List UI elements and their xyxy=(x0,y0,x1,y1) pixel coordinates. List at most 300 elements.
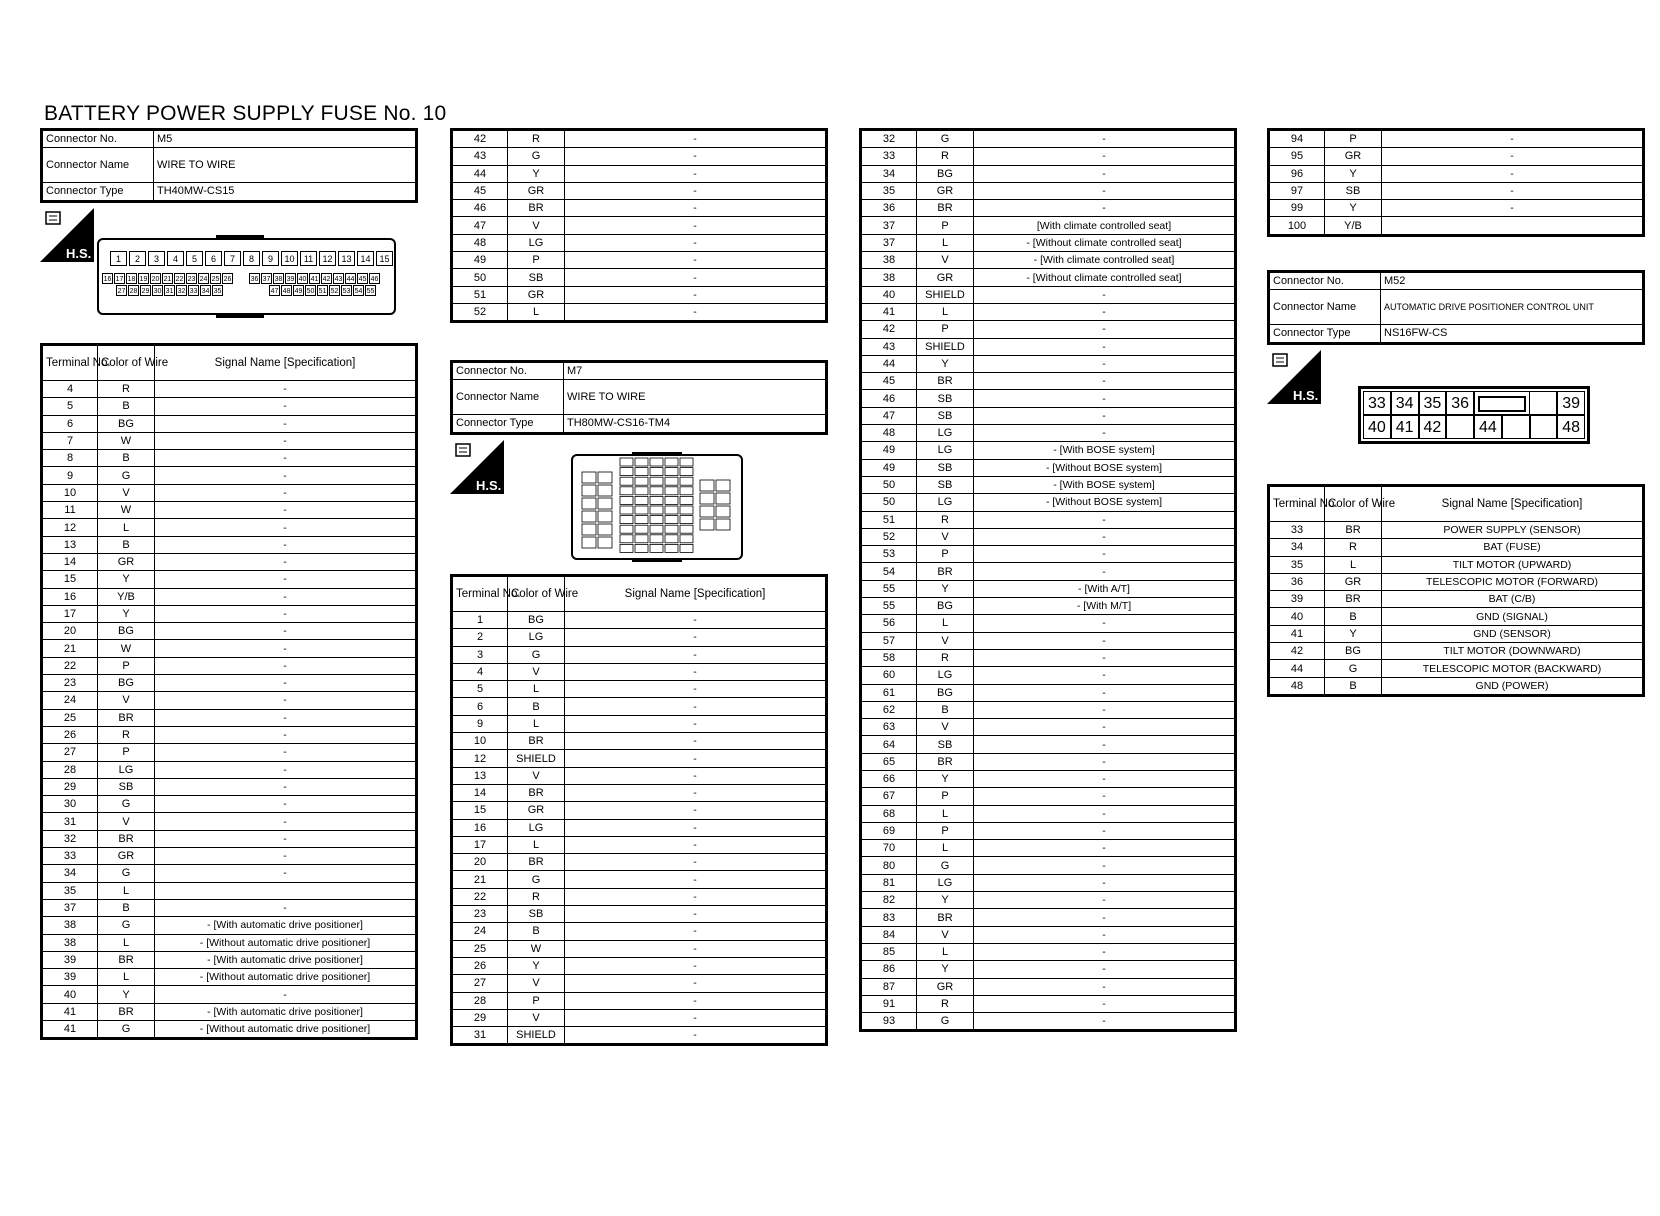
wire-color-cell: BR xyxy=(508,784,565,801)
connector-cavity xyxy=(680,458,693,466)
table-row xyxy=(452,165,827,182)
table-row xyxy=(42,796,417,813)
terminal-no-cell: 42 xyxy=(1269,643,1325,660)
signal-name-cell: - xyxy=(155,813,417,830)
signal-name-cell: - xyxy=(974,995,1236,1012)
wire-color-cell: GR xyxy=(1325,148,1382,165)
signal-name-cell: - xyxy=(974,788,1236,805)
signal-name-cell: - xyxy=(974,425,1236,442)
table-row xyxy=(861,598,1236,615)
connector-pin: 51 xyxy=(317,285,328,296)
signal-name-cell: - xyxy=(974,753,1236,770)
terminal-no-cell: 81 xyxy=(861,874,917,891)
connector-pin: 16 xyxy=(102,273,113,284)
terminal-no-cell: 44 xyxy=(1269,660,1325,677)
wire-color-cell: BG xyxy=(98,415,155,432)
terminal-no-cell: 12 xyxy=(42,519,98,536)
signal-name-cell: - xyxy=(155,640,417,657)
connector-cavity xyxy=(635,516,648,524)
table-row xyxy=(861,840,1236,857)
header-terminal-no: Terminal No. xyxy=(42,345,98,381)
wire-color-cell: G xyxy=(98,917,155,934)
table-row xyxy=(452,1027,827,1045)
signal-name-cell: - xyxy=(565,646,827,663)
terminal-no-cell: 23 xyxy=(452,906,508,923)
table-row xyxy=(42,917,417,934)
table-row xyxy=(42,761,417,778)
wire-color-cell: BG xyxy=(917,598,974,615)
terminal-no-cell: 14 xyxy=(42,553,98,570)
table-row xyxy=(861,494,1236,511)
terminal-no-cell: 97 xyxy=(1269,182,1325,199)
wire-color-cell: W xyxy=(508,940,565,957)
connector-cavity xyxy=(700,506,714,517)
terminal-no-cell: 93 xyxy=(861,1013,917,1031)
wire-color-cell: P xyxy=(917,321,974,338)
terminal-no-cell: 25 xyxy=(42,709,98,726)
table-row xyxy=(861,701,1236,718)
table-row xyxy=(1269,625,1644,642)
signal-name-cell: - xyxy=(155,467,417,484)
table-row xyxy=(861,546,1236,563)
wire-color-cell: P xyxy=(508,992,565,1009)
table-row xyxy=(452,750,827,767)
table-row xyxy=(42,398,417,415)
connector-cavity xyxy=(680,477,693,485)
connector-cavity xyxy=(582,485,596,496)
wire-color-cell: Y/B xyxy=(98,588,155,605)
hs-label: H.S. xyxy=(66,246,92,261)
table-row xyxy=(42,692,417,709)
terminal-no-cell: 65 xyxy=(861,753,917,770)
connector-pin: 2 xyxy=(129,251,146,266)
wire-color-cell: Y xyxy=(98,605,155,622)
terminal-no-cell: 96 xyxy=(1269,165,1325,182)
signal-name-cell: - xyxy=(155,692,417,709)
signal-name-cell: - xyxy=(565,888,827,905)
table-row xyxy=(42,969,417,986)
connector-pin: 12 xyxy=(319,251,336,266)
connector-cavity xyxy=(700,480,714,491)
connector-pin: 43 xyxy=(333,273,344,284)
terminal-no-cell: 52 xyxy=(452,303,508,321)
table-row xyxy=(861,303,1236,320)
header-color-of-wire: Color of Wire xyxy=(1325,486,1382,522)
signal-name-cell: - xyxy=(974,182,1236,199)
wire-color-cell: Y/B xyxy=(1325,217,1382,235)
table-row xyxy=(861,130,1236,148)
table-row xyxy=(42,934,417,951)
terminal-no-cell: 49 xyxy=(861,442,917,459)
connector-cavity xyxy=(620,525,633,533)
signal-name-cell: [With climate controlled seat] xyxy=(974,217,1236,234)
table-row xyxy=(42,571,417,588)
terminal-no-cell: 37 xyxy=(861,234,917,251)
wire-color-cell: V xyxy=(508,767,565,784)
table-row xyxy=(42,588,417,605)
m7-connector-type: TH80MW-CS16-TM4 xyxy=(564,415,827,433)
connector-pin xyxy=(1530,415,1558,439)
terminal-no-cell: 9 xyxy=(42,467,98,484)
wire-color-cell: R xyxy=(508,130,565,148)
table-row xyxy=(861,528,1236,545)
m5-connector-type: TH40MW-CS15 xyxy=(154,183,417,201)
connector-cavity xyxy=(665,535,678,543)
signal-name-cell: - xyxy=(155,778,417,795)
connector-pin: 36 xyxy=(1446,391,1474,415)
signal-name-cell: - xyxy=(565,234,827,251)
signal-name-cell: - xyxy=(155,588,417,605)
terminal-no-cell: 57 xyxy=(861,632,917,649)
terminal-no-cell: 69 xyxy=(861,822,917,839)
connector-pin: 13 xyxy=(338,251,355,266)
terminal-no-cell: 6 xyxy=(42,415,98,432)
terminal-no-cell: 52 xyxy=(861,528,917,545)
connector-cavity xyxy=(665,496,678,504)
connector-pin: 11 xyxy=(300,251,317,266)
terminal-no-cell: 51 xyxy=(452,286,508,303)
table-row xyxy=(1269,608,1644,625)
connector-cavity xyxy=(650,525,663,533)
table-row xyxy=(452,217,827,234)
signal-name-cell xyxy=(1382,217,1644,235)
wire-color-cell: BR xyxy=(917,753,974,770)
terminal-no-cell: 43 xyxy=(452,148,508,165)
table-row xyxy=(861,373,1236,390)
terminal-no-cell: 50 xyxy=(452,269,508,286)
terminal-no-cell: 41 xyxy=(42,1020,98,1038)
table-row xyxy=(42,882,417,899)
terminal-no-cell: 83 xyxy=(861,909,917,926)
connector-cavity xyxy=(620,487,633,495)
wire-color-cell: R xyxy=(917,148,974,165)
m52-connector-info xyxy=(1267,270,1645,345)
connector-cavity xyxy=(635,544,648,552)
wire-color-cell: BG xyxy=(98,675,155,692)
wire-color-cell: L xyxy=(917,615,974,632)
label-connector-no: Connector No. xyxy=(1269,272,1381,290)
terminal-no-cell: 34 xyxy=(42,865,98,882)
m7-connector-diagram xyxy=(570,452,744,562)
connector-cavity xyxy=(665,516,678,524)
connector-cavity xyxy=(635,458,648,466)
signal-name-cell: - xyxy=(974,338,1236,355)
table-row xyxy=(42,865,417,882)
wire-color-cell: R xyxy=(508,888,565,905)
wire-color-cell: L xyxy=(98,519,155,536)
label-connector-no: Connector No. xyxy=(452,362,564,380)
connector-pin: 38 xyxy=(273,273,284,284)
terminal-no-cell: 49 xyxy=(452,252,508,269)
wire-color-cell: BR xyxy=(508,733,565,750)
signal-name-cell: - xyxy=(155,830,417,847)
m52-connector-name: AUTOMATIC DRIVE POSITIONER CONTROL UNIT xyxy=(1381,290,1644,325)
table-row xyxy=(42,623,417,640)
terminal-no-cell: 34 xyxy=(861,165,917,182)
terminal-no-cell: 51 xyxy=(861,511,917,528)
signal-name-cell: - xyxy=(155,761,417,778)
wire-color-cell: B xyxy=(98,899,155,916)
wire-color-cell: G xyxy=(1325,660,1382,677)
terminal-no-cell: 22 xyxy=(452,888,508,905)
signal-name-cell: - xyxy=(155,381,417,398)
wire-color-cell: B xyxy=(508,698,565,715)
wire-color-cell: Y xyxy=(917,770,974,787)
connector-cavity xyxy=(582,537,596,548)
table-row xyxy=(452,802,827,819)
signal-name-cell: TELESCOPIC MOTOR (FORWARD) xyxy=(1382,573,1644,590)
terminal-no-cell: 86 xyxy=(861,961,917,978)
terminal-no-cell: 50 xyxy=(861,494,917,511)
connector-pin: 1 xyxy=(110,251,127,266)
connector-pin: 6 xyxy=(205,251,222,266)
signal-name-cell: - xyxy=(155,623,417,640)
signal-name-cell: - xyxy=(155,502,417,519)
connector-pin: 39 xyxy=(285,273,296,284)
table-row xyxy=(1269,165,1644,182)
connector-cavity xyxy=(620,506,633,514)
signal-name-cell: - xyxy=(1382,130,1644,148)
signal-name-cell: - xyxy=(155,432,417,449)
signal-name-cell: - [With automatic drive positioner] xyxy=(155,951,417,968)
wire-color-cell: G xyxy=(917,1013,974,1031)
connector-pin: 3 xyxy=(148,251,165,266)
connector-pin: 24 xyxy=(198,273,209,284)
terminal-no-cell: 62 xyxy=(861,701,917,718)
table-row xyxy=(42,709,417,726)
signal-name-cell: - xyxy=(155,848,417,865)
table-row xyxy=(861,200,1236,217)
wire-color-cell: BG xyxy=(917,684,974,701)
wire-color-cell: V xyxy=(98,813,155,830)
table-row xyxy=(452,234,827,251)
table-row xyxy=(452,784,827,801)
terminal-no-cell: 56 xyxy=(861,615,917,632)
signal-name-cell: - xyxy=(155,726,417,743)
table-row xyxy=(452,646,827,663)
terminal-no-cell: 68 xyxy=(861,805,917,822)
wire-color-cell: W xyxy=(98,432,155,449)
wire-color-cell: G xyxy=(98,865,155,882)
wire-color-cell: B xyxy=(98,536,155,553)
table-row xyxy=(42,536,417,553)
wire-color-cell: Y xyxy=(1325,165,1382,182)
signal-name-cell: - xyxy=(974,840,1236,857)
signal-name-cell: - xyxy=(565,854,827,871)
terminal-no-cell: 21 xyxy=(42,640,98,657)
connector-pin: 54 xyxy=(353,285,364,296)
connector-cavity xyxy=(635,525,648,533)
terminal-no-cell: 11 xyxy=(42,502,98,519)
connector-pin: 22 xyxy=(174,273,185,284)
wire-color-cell: L xyxy=(917,303,974,320)
wire-color-cell: V xyxy=(917,252,974,269)
connector-pin: 35 xyxy=(212,285,223,296)
signal-name-cell: - xyxy=(565,992,827,1009)
signal-name-cell: - xyxy=(1382,182,1644,199)
connector-pin: 49 xyxy=(293,285,304,296)
signal-name-cell: - xyxy=(565,165,827,182)
terminal-no-cell: 32 xyxy=(42,830,98,847)
table-row xyxy=(1269,573,1644,590)
header-signal-name: Signal Name [Specification] xyxy=(1382,486,1644,522)
header-signal-name: Signal Name [Specification] xyxy=(155,345,417,381)
table-row xyxy=(1269,660,1644,677)
connector-pin: 20 xyxy=(150,273,161,284)
connector-cavity xyxy=(650,468,663,476)
connector-cavity xyxy=(620,535,633,543)
signal-name-cell: - xyxy=(565,1027,827,1045)
harness-side-icon xyxy=(450,440,504,494)
signal-name-cell: - xyxy=(974,615,1236,632)
signal-name-cell: - [With automatic drive positioner] xyxy=(155,1003,417,1020)
table-row xyxy=(452,286,827,303)
terminal-no-cell: 34 xyxy=(1269,539,1325,556)
label-connector-type: Connector Type xyxy=(1269,325,1381,343)
connector-pin: 37 xyxy=(261,273,272,284)
terminal-no-cell: 40 xyxy=(42,986,98,1003)
table-row xyxy=(1269,200,1644,217)
table-row xyxy=(452,940,827,957)
table-row xyxy=(452,819,827,836)
connector-cavity xyxy=(716,506,730,517)
terminal-no-cell: 31 xyxy=(452,1027,508,1045)
terminal-no-cell: 24 xyxy=(42,692,98,709)
wire-color-cell: BR xyxy=(98,951,155,968)
terminal-no-cell: 16 xyxy=(42,588,98,605)
table-row xyxy=(42,415,417,432)
wire-color-cell: L xyxy=(508,715,565,732)
table-row xyxy=(861,874,1236,891)
connector-pin: 26 xyxy=(222,273,233,284)
table-row xyxy=(861,148,1236,165)
terminal-no-cell: 48 xyxy=(861,425,917,442)
terminal-no-cell: 35 xyxy=(861,182,917,199)
signal-name-cell: - xyxy=(565,784,827,801)
table-row xyxy=(861,407,1236,424)
header-color-of-wire: Color of Wire xyxy=(508,576,565,612)
table-row xyxy=(861,995,1236,1012)
table-row xyxy=(861,719,1236,736)
wire-color-cell: L xyxy=(508,836,565,853)
terminal-no-cell: 70 xyxy=(861,840,917,857)
connector-cavity xyxy=(680,535,693,543)
signal-name-cell: - xyxy=(565,715,827,732)
wire-color-cell: L xyxy=(1325,556,1382,573)
signal-name-cell: - [With BOSE system] xyxy=(974,442,1236,459)
signal-name-cell: - xyxy=(974,407,1236,424)
table-row xyxy=(861,1013,1236,1031)
signal-name-cell: - xyxy=(155,519,417,536)
terminal-no-cell: 13 xyxy=(42,536,98,553)
signal-name-cell: - xyxy=(565,733,827,750)
terminal-no-cell: 12 xyxy=(452,750,508,767)
m5-connector-name: WIRE TO WIRE xyxy=(154,148,417,183)
terminal-no-cell: 2 xyxy=(452,629,508,646)
signal-name-cell: - [With A/T] xyxy=(974,580,1236,597)
wire-color-cell: P xyxy=(917,217,974,234)
wire-color-cell: LG xyxy=(917,667,974,684)
signal-name-cell: - xyxy=(565,269,827,286)
table-row xyxy=(861,961,1236,978)
terminal-no-cell: 14 xyxy=(452,784,508,801)
terminal-no-cell: 28 xyxy=(452,992,508,1009)
signal-name-cell: - xyxy=(565,200,827,217)
table-row xyxy=(861,892,1236,909)
table-row xyxy=(861,926,1236,943)
table-row xyxy=(452,992,827,1009)
connector-cavity xyxy=(680,544,693,552)
signal-name-cell: - xyxy=(974,874,1236,891)
signal-name-cell: - [With BOSE system] xyxy=(974,476,1236,493)
signal-name-cell: - xyxy=(974,148,1236,165)
wire-color-cell: SB xyxy=(917,476,974,493)
terminal-no-cell: 94 xyxy=(1269,130,1325,148)
signal-name-cell: - xyxy=(565,663,827,680)
terminal-no-cell: 36 xyxy=(861,200,917,217)
table-row xyxy=(42,1020,417,1038)
connector-cavity xyxy=(680,525,693,533)
wire-color-cell: V xyxy=(98,484,155,501)
wire-color-cell: L xyxy=(508,303,565,321)
connector-cavity xyxy=(598,537,612,548)
table-row xyxy=(452,923,827,940)
signal-name-cell: - xyxy=(974,736,1236,753)
connector-cavity xyxy=(650,487,663,495)
signal-name-cell: - xyxy=(974,632,1236,649)
signal-name-cell: - [Without BOSE system] xyxy=(974,459,1236,476)
signal-name-cell: - [Without climate controlled seat] xyxy=(974,269,1236,286)
connector-cavity xyxy=(582,511,596,522)
table-row xyxy=(42,951,417,968)
wire-color-cell: P xyxy=(917,788,974,805)
wire-color-cell: B xyxy=(508,923,565,940)
signal-name-cell: TELESCOPIC MOTOR (BACKWARD) xyxy=(1382,660,1644,677)
table-row xyxy=(42,726,417,743)
wire-color-cell: LG xyxy=(917,874,974,891)
table-row xyxy=(42,778,417,795)
m5-terminal-table-continued xyxy=(450,128,828,323)
table-row xyxy=(452,698,827,715)
signal-name-cell: - [With M/T] xyxy=(974,598,1236,615)
m7-connector-no: M7 xyxy=(564,362,827,380)
table-row xyxy=(452,148,827,165)
terminal-no-cell: 39 xyxy=(42,969,98,986)
table-row xyxy=(861,736,1236,753)
terminal-no-cell: 41 xyxy=(42,1003,98,1020)
table-row xyxy=(861,649,1236,666)
table-row xyxy=(42,744,417,761)
table-row xyxy=(42,450,417,467)
table-row xyxy=(452,1009,827,1026)
wire-color-cell: Y xyxy=(917,580,974,597)
signal-name-cell: - [Without BOSE system] xyxy=(974,494,1236,511)
wire-color-cell: V xyxy=(98,692,155,709)
table-row xyxy=(861,338,1236,355)
table-row xyxy=(42,432,417,449)
signal-name-cell: - xyxy=(565,750,827,767)
terminal-no-cell: 45 xyxy=(452,182,508,199)
signal-name-cell: - xyxy=(565,1009,827,1026)
m7-connector-name: WIRE TO WIRE xyxy=(564,380,827,415)
signal-name-cell: - xyxy=(974,719,1236,736)
table-row xyxy=(861,476,1236,493)
wire-color-cell: P xyxy=(1325,130,1382,148)
connector-pin: 17 xyxy=(114,273,125,284)
wire-color-cell: V xyxy=(917,926,974,943)
terminal-no-cell: 38 xyxy=(861,269,917,286)
connector-pin: 29 xyxy=(140,285,151,296)
